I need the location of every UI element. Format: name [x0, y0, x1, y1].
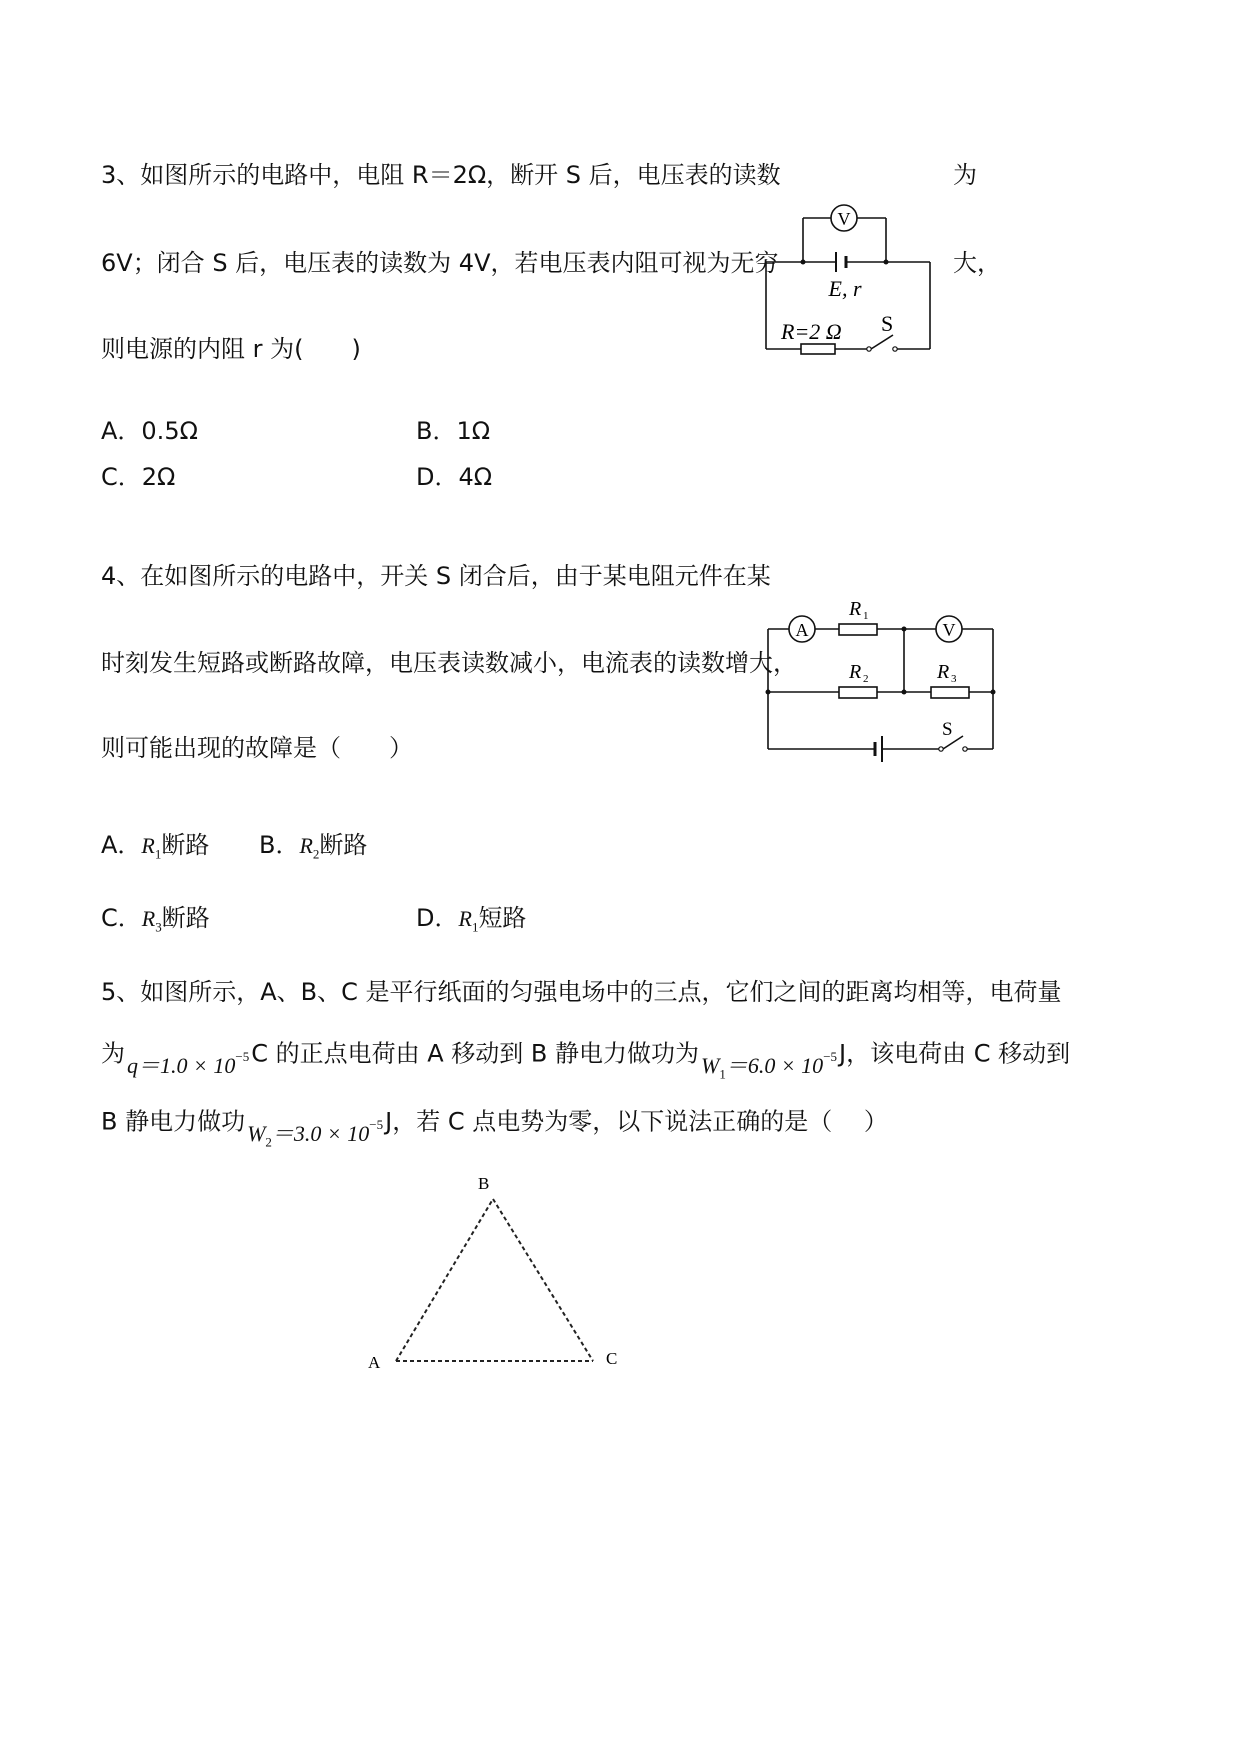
- q4-ammeter-label: A: [795, 620, 809, 640]
- q5-side-ab: [396, 1199, 493, 1361]
- q3-option-d: D．4Ω: [416, 463, 493, 491]
- q4-line3: 则可能出现的故障是（ ）: [101, 734, 413, 762]
- q3-option-a: A．0.5Ω: [101, 417, 198, 445]
- q4-switch-label: S: [942, 719, 953, 740]
- q4-r3-sub: 3: [951, 673, 957, 685]
- q4-r2-sub: 2: [863, 673, 869, 685]
- q5-point-b-label: B: [478, 1174, 490, 1193]
- q3-option-b: B．1Ω: [416, 417, 491, 445]
- q3-line3: 则电源的内阻 r 为( ): [101, 335, 361, 363]
- q4-line2: 时刻发生短路或断路故障，电压表读数减小，电流表的读数增大，: [101, 649, 797, 677]
- q5-line2: 为$q=1.0 \times 10^{-5}C$ 的正点电荷由 A 移动到 B 静电力做功为$W_1=6.0 \times 10^{-5}J$，该电荷由 C 移动到: [101, 1039, 1071, 1082]
- q3-resistor-label: R=2 Ω: [781, 319, 842, 344]
- q4-option-d: D．$R_1$短路: [416, 904, 527, 935]
- q4-line1: 4、在如图所示的电路中，开关 S 闭合后，由于某电阻元件在某: [101, 562, 771, 590]
- q4-r1-label: R: [849, 598, 862, 620]
- q5-point-c-label: C: [606, 1349, 618, 1368]
- q5-side-bc: [493, 1199, 593, 1361]
- q3-line1: 3、如图所示的电路中，电阻 R＝2Ω，断开 S 后，电压表的读数: [101, 161, 781, 189]
- q3-option-c: C．2Ω: [101, 463, 176, 491]
- q5-w2-expression: $W_2=3.0 \times 10^{-5}$: [247, 1117, 384, 1150]
- q5-w1-expression: $W_1=6.0 \times 10^{-5}$: [701, 1049, 838, 1082]
- q3-line2: 6V；闭合 S 后，电压表的读数为 4V，若电压表内阻可视为无穷: [101, 249, 779, 277]
- q5-line3: B 静电力做功$W_2=3.0 \times 10^{-5}J$，若 C 点电势为零，以下说法正确的是（ ）: [101, 1107, 888, 1150]
- q5-q-expression: $q=1.0 \times 10^{-5}$: [127, 1049, 250, 1079]
- q4-option-a: A．$R_1$断路: [101, 831, 210, 862]
- q3-line1-end: 为: [953, 161, 977, 189]
- q4-option-c: C．$R_3$断路: [101, 904, 210, 935]
- q5-point-a-label: A: [368, 1353, 381, 1372]
- q3-voltmeter-label: V: [837, 209, 851, 229]
- q3-source-label: E, r: [828, 276, 862, 301]
- q5-line1: 5、如图所示，A、B、C 是平行纸面的匀强电场中的三点，它们之间的距离均相等，电荷量: [101, 978, 1062, 1006]
- q4-r3-label: R: [937, 661, 950, 683]
- q4-option-b: B．$R_2$断路: [259, 831, 368, 862]
- q3-line2-end: 大，: [953, 249, 1001, 277]
- q4-voltmeter-label: V: [942, 620, 956, 640]
- q4-r1-sub: 1: [863, 610, 869, 622]
- q4-r2-label: R: [849, 661, 862, 683]
- q3-switch-label: S: [881, 311, 894, 336]
